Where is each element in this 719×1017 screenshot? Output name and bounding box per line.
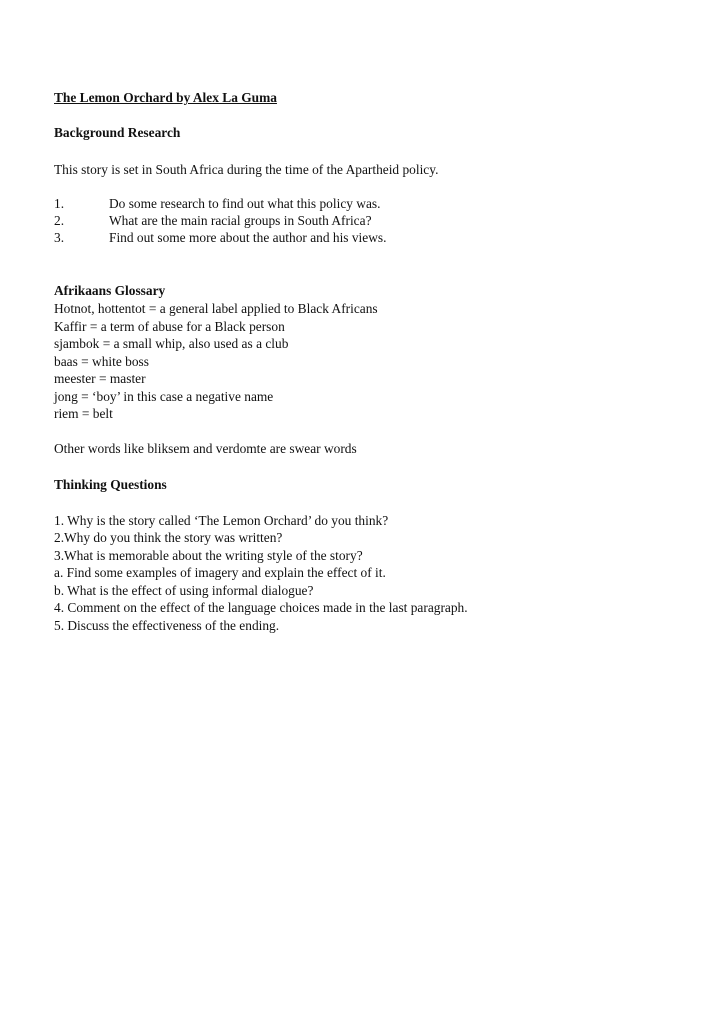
glossary-entry: Kaffir = a term of abuse for a Black person: [54, 319, 285, 334]
glossary-entry: Hotnot, hottentot = a general label applied to Black Africans: [54, 301, 378, 316]
research-item-number: 1.: [54, 196, 65, 211]
background-intro: This story is set in South Africa during the time of the Apartheid policy.: [54, 162, 439, 177]
background-heading: Background Research: [54, 125, 181, 140]
thinking-question: 5. Discuss the effectiveness of the ending.: [54, 618, 280, 633]
document-title: The Lemon Orchard by Alex La Guma: [54, 90, 277, 105]
research-item: [54, 229, 386, 246]
thinking-question: b. What is the effect of using informal dialogue?: [54, 583, 314, 598]
thinking-question: 3.What is memorable about the writing style of the story?: [54, 548, 363, 563]
research-item: [54, 212, 372, 229]
thinking-question: 2.Why do you think the story was written?: [54, 530, 283, 545]
glossary-entry: baas = white boss: [54, 354, 149, 369]
research-item-text: Find out some more about the author and his views.: [109, 230, 387, 245]
thinking-question: a. Find some examples of imagery and explain the effect of it.: [54, 565, 386, 580]
glossary-note: Other words like bliksem and verdomte are swear words: [54, 441, 357, 456]
research-item-number: 2.: [54, 213, 65, 228]
research-item-text: What are the main racial groups in South Africa?: [109, 213, 372, 228]
glossary-entry: jong = ‘boy’ in this case a negative name: [54, 389, 274, 404]
glossary-entry: riem = belt: [54, 406, 113, 421]
glossary-heading: Afrikaans Glossary: [54, 283, 166, 298]
research-item-number: 3.: [54, 230, 65, 245]
glossary-entry: sjambok = a small whip, also used as a club: [54, 336, 289, 351]
thinking-question: 4. Comment on the effect of the language choices made in the last paragraph.: [54, 600, 468, 615]
research-item-text: Do some research to find out what this policy was.: [109, 196, 381, 211]
research-item: [54, 195, 380, 212]
glossary-entry: meester = master: [54, 371, 146, 386]
thinking-question: 1. Why is the story called ‘The Lemon Orchard’ do you think?: [54, 513, 389, 528]
thinking-heading: Thinking Questions: [54, 477, 167, 492]
document-page: [54, 0, 694, 1017]
